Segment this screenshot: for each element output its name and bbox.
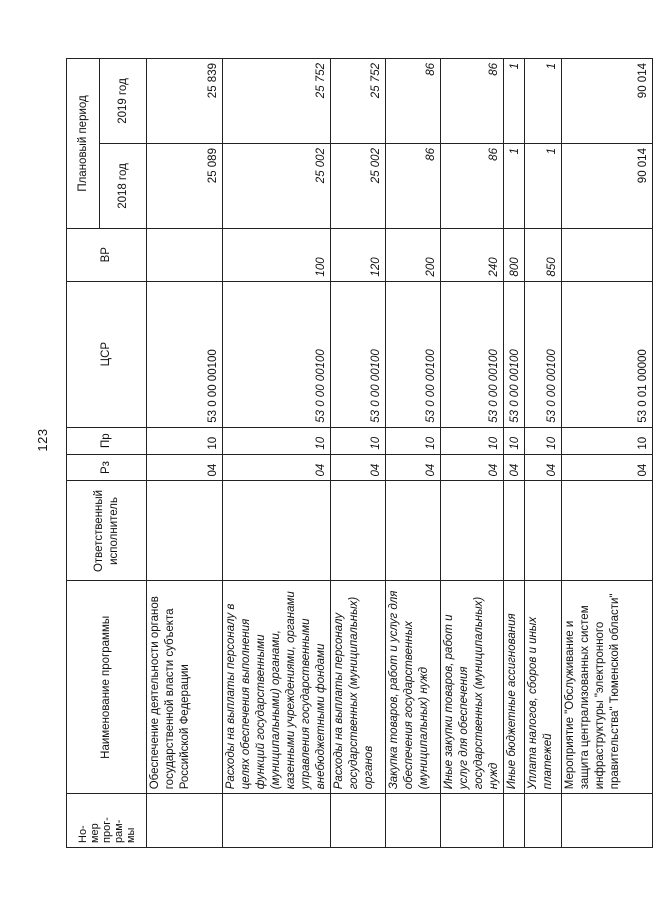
cell-2018: 25 002 — [223, 144, 331, 229]
cell-2019: 1 — [504, 59, 525, 144]
cell-vr: 800 — [504, 228, 525, 281]
cell-2018: 1 — [525, 144, 562, 229]
cell-2019: 25 752 — [331, 59, 386, 144]
table-row — [223, 59, 331, 848]
cell-rz: 04 — [331, 454, 386, 481]
header-program-number: Но- мер прог- рам- мы — [67, 794, 147, 848]
cell-2018: 1 — [504, 144, 525, 229]
cell-csr: 53 0 00 00100 — [525, 281, 562, 427]
cell-vr: 240 — [441, 228, 504, 281]
cell-vr: 100 — [223, 228, 331, 281]
cell-csr: 53 0 01 00000 — [562, 281, 653, 427]
cell-rz: 04 — [504, 454, 525, 481]
cell-csr: 53 0 00 00100 — [441, 281, 504, 427]
cell-num — [525, 794, 562, 848]
cell-name: Расходы на выплаты персоналу в целях обеспечения выполнения функций государственными (муниципальными) органами, казенными учреждениями, органами управления государственными внебюджетными фондами — [223, 581, 331, 794]
cell-num — [147, 794, 223, 848]
cell-executor — [147, 481, 223, 581]
table-row — [331, 59, 386, 848]
cell-executor — [504, 481, 525, 581]
cell-executor — [331, 481, 386, 581]
cell-vr — [562, 228, 653, 281]
cell-executor — [525, 481, 562, 581]
cell-csr: 53 0 00 00100 — [331, 281, 386, 427]
cell-name: Иные закупки товаров, работ и услуг для обеспечения государственных (муниципальных) нужд — [441, 581, 504, 794]
cell-csr: 53 0 00 00100 — [386, 281, 441, 427]
cell-executor — [441, 481, 504, 581]
cell-executor — [223, 481, 331, 581]
cell-vr — [147, 228, 223, 281]
header-rz: Рз — [67, 454, 147, 481]
cell-pr: 10 — [147, 427, 223, 454]
cell-name: Расходы на выплаты персоналу государственных (муниципальных) органов — [331, 581, 386, 794]
cell-2019: 86 — [441, 59, 504, 144]
cell-num — [562, 794, 653, 848]
cell-num — [223, 794, 331, 848]
budget-table — [66, 58, 653, 848]
cell-2019: 25 752 — [223, 59, 331, 144]
cell-pr: 10 — [504, 427, 525, 454]
cell-csr: 53 0 00 00100 — [223, 281, 331, 427]
page-number: 123 — [35, 428, 50, 452]
table-row — [147, 59, 223, 848]
cell-rz: 04 — [223, 454, 331, 481]
cell-pr: 10 — [441, 427, 504, 454]
cell-name: Иные бюджетные ассигнования — [504, 581, 525, 794]
cell-pr: 10 — [525, 427, 562, 454]
cell-csr: 53 0 00 00100 — [147, 281, 223, 427]
cell-rz: 04 — [562, 454, 653, 481]
cell-2018: 86 — [441, 144, 504, 229]
header-executor: Ответственный исполнитель — [67, 481, 147, 581]
cell-pr: 10 — [223, 427, 331, 454]
cell-rz: 04 — [441, 454, 504, 481]
table-row — [562, 59, 653, 848]
cell-name: Уплата налогов, сборов и иных платежей — [525, 581, 562, 794]
cell-2018: 25 002 — [331, 144, 386, 229]
table-row — [525, 59, 562, 848]
cell-2019: 90 014 — [562, 59, 653, 144]
cell-num — [386, 794, 441, 848]
table-row — [386, 59, 441, 848]
cell-num — [331, 794, 386, 848]
header-program-name: Наименование программы — [67, 581, 147, 794]
header-vr: ВР — [67, 228, 147, 281]
cell-name: Обеспечение деятельности органов государственной власти субъекта Российской Федерации — [147, 581, 223, 794]
cell-csr: 53 0 00 00100 — [504, 281, 525, 427]
header-row-top — [67, 59, 100, 848]
cell-vr: 120 — [331, 228, 386, 281]
cell-2019: 86 — [386, 59, 441, 144]
header-csr: ЦСР — [67, 281, 147, 427]
header-year-2019: 2019 год — [100, 59, 147, 144]
cell-rz: 04 — [386, 454, 441, 481]
cell-num — [441, 794, 504, 848]
cell-num — [504, 794, 525, 848]
cell-2018: 86 — [386, 144, 441, 229]
cell-vr: 850 — [525, 228, 562, 281]
cell-vr: 200 — [386, 228, 441, 281]
cell-2018: 25 089 — [147, 144, 223, 229]
cell-pr: 10 — [331, 427, 386, 454]
cell-2019: 25 839 — [147, 59, 223, 144]
cell-pr: 10 — [386, 427, 441, 454]
cell-executor — [562, 481, 653, 581]
cell-rz: 04 — [147, 454, 223, 481]
header-year-2018: 2018 год — [100, 144, 147, 229]
cell-2018: 90 014 — [562, 144, 653, 229]
cell-executor — [386, 481, 441, 581]
cell-name: Закупка товаров, работ и услуг для обеспечения государственных (муниципальных) нужд — [386, 581, 441, 794]
cell-pr: 10 — [562, 427, 653, 454]
cell-rz: 04 — [525, 454, 562, 481]
header-pr: Пр — [67, 427, 147, 454]
table-row — [504, 59, 525, 848]
cell-name: Мероприятие "Обслуживание и защита централизованных систем инфраструктуры "электронного правительства" Тюменской области" — [562, 581, 653, 794]
rotated-table-container — [66, 58, 649, 848]
table-row — [441, 59, 504, 848]
header-planned-period: Плановый период — [67, 59, 100, 229]
cell-2019: 1 — [525, 59, 562, 144]
